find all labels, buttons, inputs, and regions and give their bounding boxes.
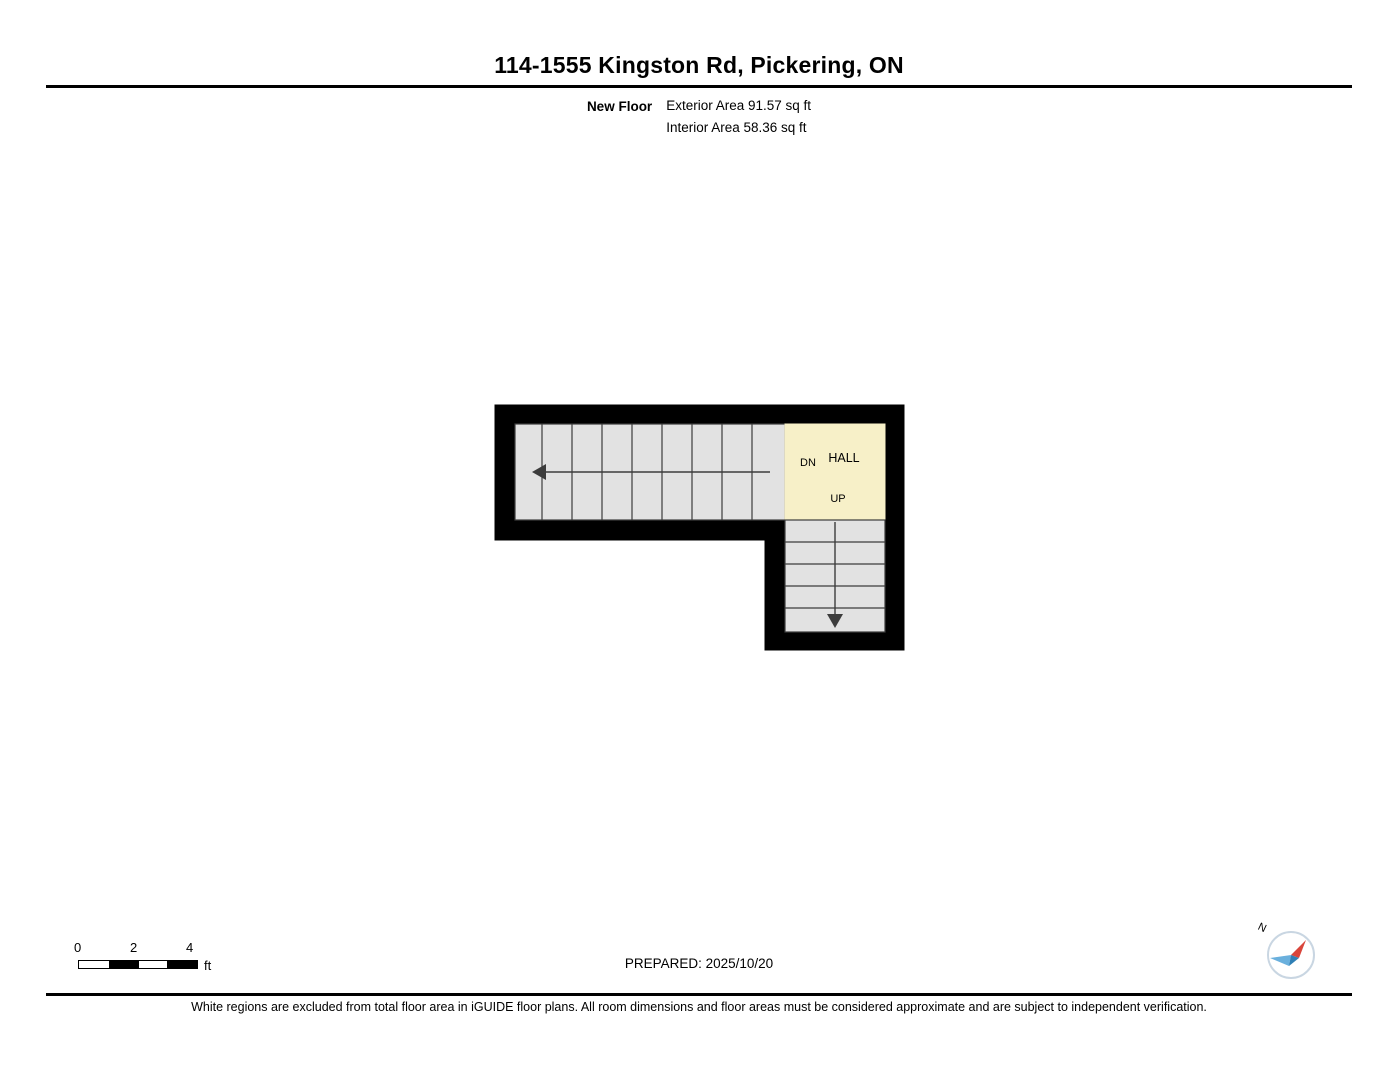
stair-down-label: DN [800,457,816,469]
scale-tick-4: 4 [186,940,194,955]
page-title: 114-1555 Kingston Rd, Pickering, ON [494,52,904,78]
floor-name: New Floor [586,99,653,114]
stair-run-lower [785,520,885,632]
room-label-hall: HALL [828,451,860,465]
floor-summary [0,98,1398,135]
floorplan-drawing [470,390,930,660]
interior-area-text: Interior Area 58.36 sq ft [666,120,807,135]
scale-tick-0: 0 [74,940,82,955]
title-divider [46,85,1352,88]
compass-icon [1255,920,1320,984]
stair-run-upper [515,424,785,520]
compass-rose [1255,920,1320,984]
exterior-area-text: Exterior Area 91.57 sq ft [666,98,812,113]
area-lines [666,98,811,135]
scale-tick-2: 2 [130,940,138,955]
prepared-date: PREPARED: 2025/10/20 [624,956,774,971]
stair-up-label: UP [830,493,846,505]
compass-north-label: N [1255,920,1269,936]
scale-unit-label: ft [204,958,212,973]
footer-divider [46,993,1352,996]
disclaimer-text: White regions are excluded from total floor area in iGUIDE floor plans. All room dimensions and floor areas must be considered approximate and are subject to independent verification. [191,1000,1207,1014]
room-hall [785,424,885,520]
